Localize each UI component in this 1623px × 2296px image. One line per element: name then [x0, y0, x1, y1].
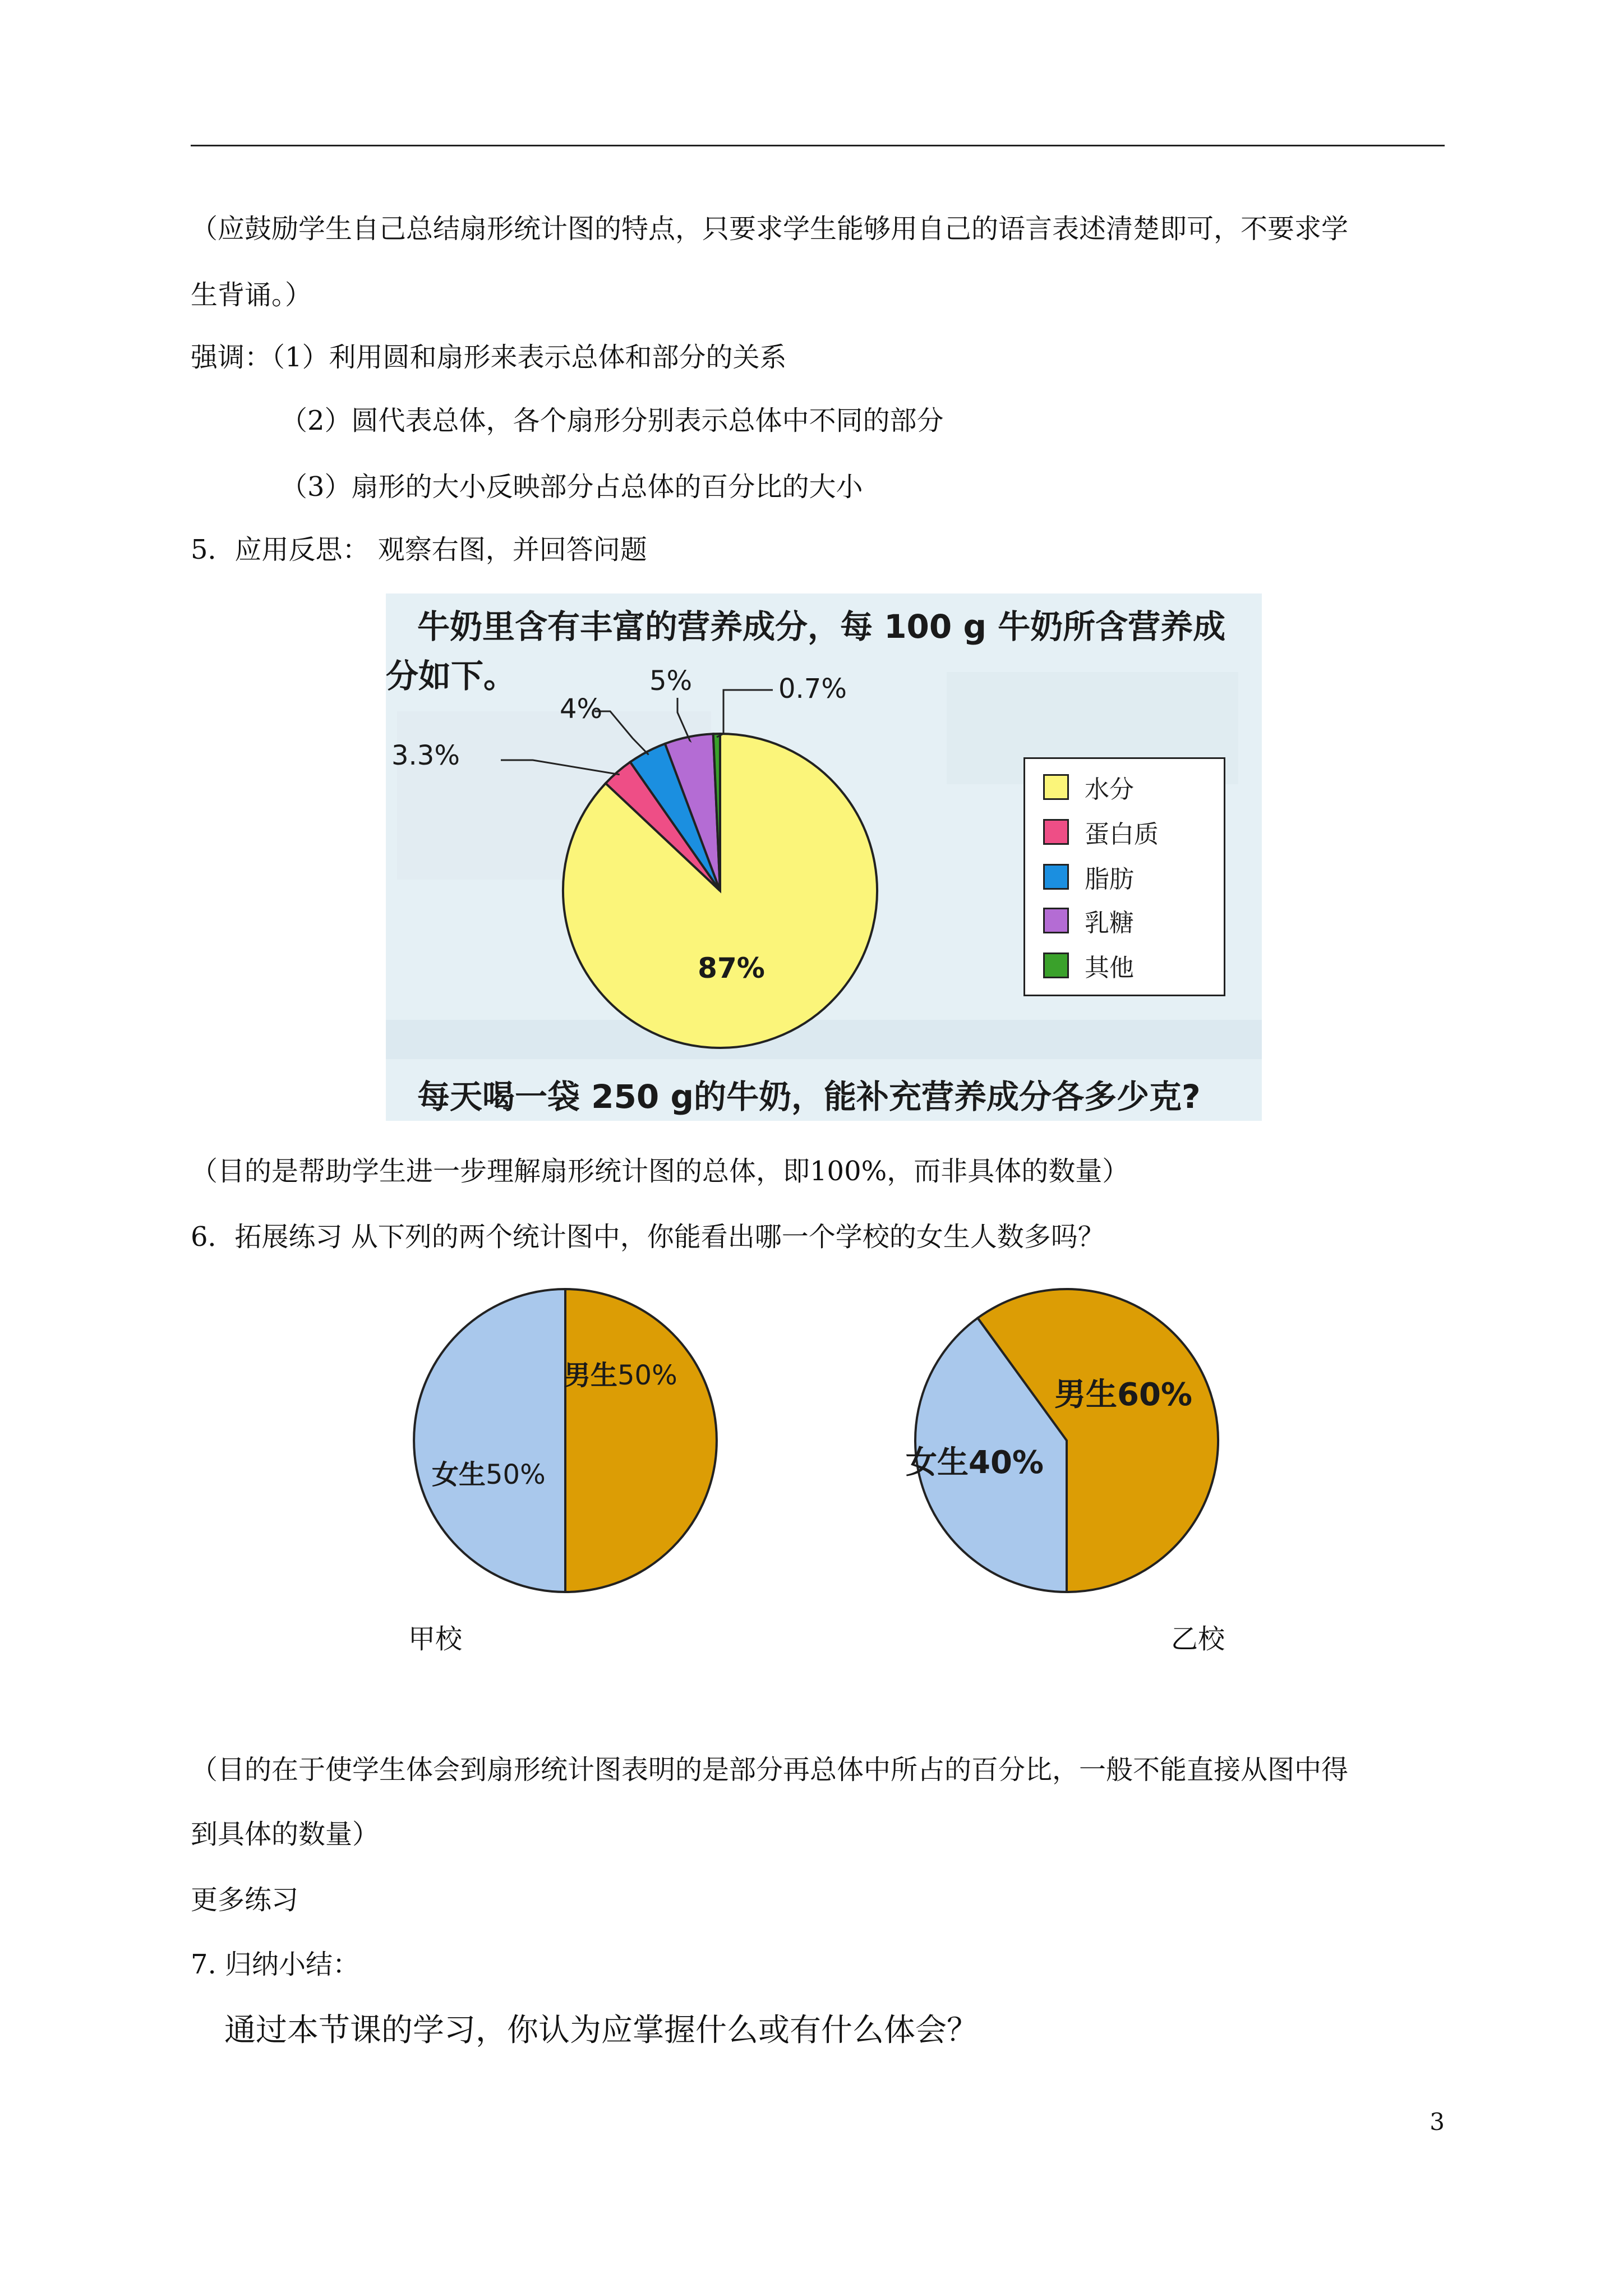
milk-value-label: 0.7%: [778, 673, 847, 705]
emphasis-1: 强调：（1）利用圆和扇形来表示总体和部分的关系: [191, 342, 787, 373]
section-5-heading: 5．应用反思： 观察右图，并回答问题: [191, 534, 647, 565]
legend-item-water: [1043, 770, 1134, 804]
milk-legend: [1023, 757, 1225, 996]
school-b-boys-label: [1054, 1370, 1192, 1415]
legend-label: 乳糖: [1085, 909, 1134, 937]
girls-category: 女生: [432, 1459, 486, 1490]
legend-swatch: [1043, 908, 1069, 933]
legend-item-protein: [1043, 815, 1159, 849]
summary-question: 通过本节课的学习，你认为应掌握什么或有什么体会？: [224, 2012, 978, 2049]
school-b-caption: 乙校: [1171, 1623, 1225, 1655]
legend-item-other: [1043, 949, 1134, 982]
leader-line: [677, 698, 690, 740]
boys-category: 男生: [564, 1360, 618, 1391]
emphasis-2: （2）圆代表总体，各个扇形分别表示总体中不同的部分: [280, 405, 944, 436]
milk-nutrition-figure: [386, 593, 1262, 1121]
leader-line: [501, 760, 620, 775]
girls-percent: 40%: [969, 1444, 1044, 1481]
boys-category: 男生: [1054, 1377, 1117, 1413]
slice-boys: [565, 1289, 717, 1592]
boys-percent: 50%: [617, 1360, 677, 1391]
paragraph-purpose-2: （目的在于使学生体会到扇形统计图表明的是部分再总体中所占的百分比，一般不能直接从图中得: [191, 1754, 1349, 1786]
legend-label: 脂肪: [1085, 865, 1134, 894]
leader-line: [717, 690, 773, 737]
legend-swatch: [1043, 864, 1069, 890]
girls-percent: 50%: [486, 1459, 546, 1490]
header-rule: [191, 145, 1445, 146]
paragraph-purpose-1: （目的是帮助学生进一步理解扇形统计图的总体，即100%，而非具体的数量）: [191, 1156, 1129, 1187]
milk-value-label: 87%: [698, 952, 765, 984]
legend-label: 水分: [1085, 775, 1134, 804]
milk-value-label: 4%: [560, 693, 603, 725]
legend-swatch: [1043, 953, 1069, 978]
milk-header-line1: 牛奶里含有丰富的营养成分，每 100 g 牛奶所含营养成: [417, 608, 1226, 646]
paragraph-1: （应鼓励学生自己总结扇形统计图的特点，只要求学生能够用自己的语言表述清楚即可，不要求学: [191, 213, 1349, 245]
legend-swatch: [1043, 819, 1069, 845]
section-7-heading: 7. 归纳小结：: [191, 1949, 360, 1980]
milk-value-label: 3.3%: [391, 740, 460, 771]
school-a-girls-label: [432, 1453, 546, 1492]
legend-item-lactose: [1043, 904, 1134, 937]
school-a-caption: 甲校: [408, 1623, 463, 1655]
more-exercises: 更多练习: [191, 1884, 299, 1916]
legend-label: 蛋白质: [1085, 820, 1159, 849]
school-b-girls-label: [906, 1438, 1044, 1483]
legend-item-fat: [1043, 860, 1134, 894]
paragraph-purpose-2-cont: 到具体的数量）: [191, 1819, 380, 1850]
slice-girls: [414, 1289, 565, 1592]
school-a-pie-chart: [408, 1283, 722, 1598]
school-a-boys-label: [564, 1354, 677, 1392]
milk-header-line2: 分如下。: [386, 657, 517, 695]
paragraph-2: 生背诵。）: [191, 279, 312, 311]
page-number: 3: [1430, 2108, 1445, 2136]
boys-percent: 60%: [1117, 1377, 1193, 1413]
legend-swatch: [1043, 774, 1069, 800]
leader-line: [594, 711, 649, 754]
milk-value-label: 5%: [649, 665, 693, 697]
girls-category: 女生: [906, 1444, 969, 1481]
section-6-heading: 6．拓展练习 从下列的两个统计图中，你能看出哪一个学校的女生人数多吗？: [191, 1221, 1105, 1253]
milk-question: 每天喝一袋 250 g的牛奶，能补充营养成分各多少克?: [417, 1078, 1201, 1116]
legend-label: 其他: [1085, 954, 1134, 982]
emphasis-3: （3）扇形的大小反映部分占总体的百分比的大小: [280, 471, 863, 503]
